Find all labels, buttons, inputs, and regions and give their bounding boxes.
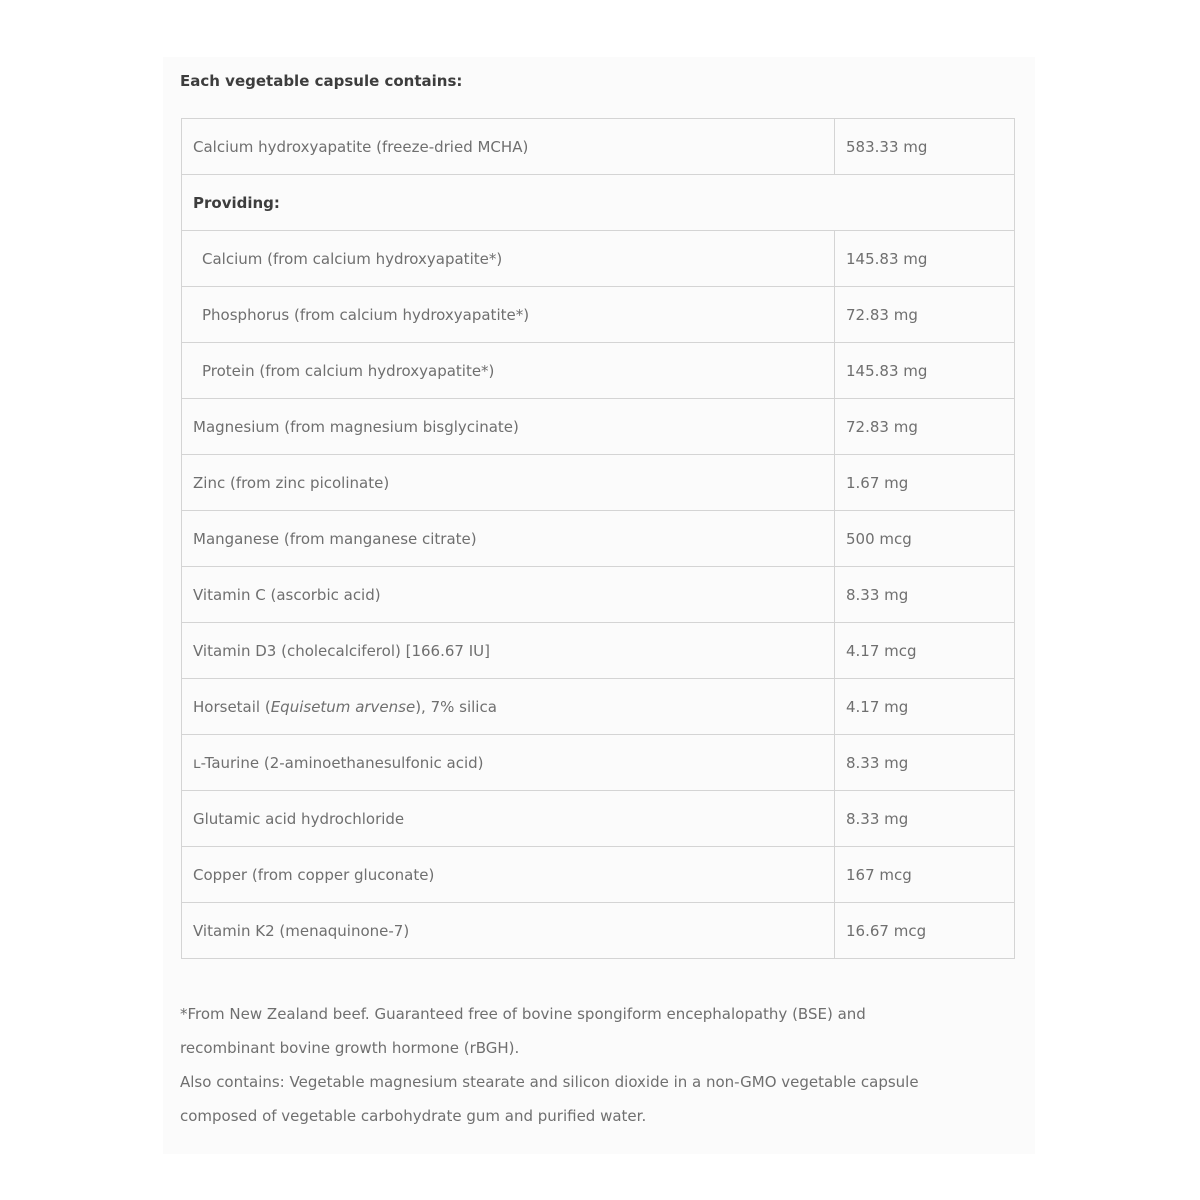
ingredient-name — [182, 679, 835, 735]
providing-label: Providing: — [182, 175, 1015, 231]
ingredient-name: ʟ-Taurine (2-aminoethanesulfonic acid) — [182, 735, 835, 791]
table-row — [182, 399, 1015, 455]
table-row — [182, 791, 1015, 847]
name-prefix: Horsetail ( — [193, 697, 271, 716]
botanical-name: Equisetum arvense — [270, 697, 416, 716]
table-row — [182, 623, 1015, 679]
ingredient-amount: 72.83 mg — [835, 399, 1015, 455]
table-row — [182, 847, 1015, 903]
also-contains-line: Also contains: Vegetable magnesium stearate and silicon dioxide in a non-GMO vegetable capsule — [180, 1073, 919, 1091]
footnote-line: *From New Zealand beef. Guaranteed free of bovine spongiform encephalopathy (BSE) and — [180, 1005, 866, 1023]
table-row — [182, 679, 1015, 735]
table-row — [182, 511, 1015, 567]
ingredient-amount: 167 mcg — [835, 847, 1015, 903]
supplement-facts-table — [181, 118, 1015, 959]
ingredient-amount: 500 mcg — [835, 511, 1015, 567]
ingredient-amount: 16.67 mcg — [835, 903, 1015, 959]
ingredient-name: Vitamin D3 (cholecalciferol) [166.67 IU] — [182, 623, 835, 679]
ingredient-name: Manganese (from manganese citrate) — [182, 511, 835, 567]
ingredient-name: Magnesium (from magnesium bisglycinate) — [182, 399, 835, 455]
ingredient-amount: 8.33 mg — [835, 791, 1015, 847]
table-row — [182, 455, 1015, 511]
also-contains-line: composed of vegetable carbohydrate gum and purified water. — [180, 1107, 647, 1125]
table-row — [182, 231, 1015, 287]
table-row — [182, 343, 1015, 399]
table-row — [182, 567, 1015, 623]
section-heading: Each vegetable capsule contains: — [180, 72, 463, 90]
ingredient-amount: 145.83 mg — [835, 343, 1015, 399]
ingredient-name: Copper (from copper gluconate) — [182, 847, 835, 903]
name-suffix: ), 7% silica — [415, 697, 497, 716]
ingredient-amount: 4.17 mg — [835, 679, 1015, 735]
ingredient-name: Vitamin C (ascorbic acid) — [182, 567, 835, 623]
ingredient-name: Vitamin K2 (menaquinone-7) — [182, 903, 835, 959]
ingredient-amount: 8.33 mg — [835, 735, 1015, 791]
ingredient-name: Glutamic acid hydrochloride — [182, 791, 835, 847]
footnotes — [180, 997, 1030, 1133]
table-row — [182, 735, 1015, 791]
ingredient-name: Calcium (from calcium hydroxyapatite*) — [182, 231, 835, 287]
ingredient-amount: 583.33 mg — [835, 119, 1015, 175]
table-row — [182, 119, 1015, 175]
ingredient-amount: 72.83 mg — [835, 287, 1015, 343]
providing-row — [182, 175, 1015, 231]
ingredient-name: Zinc (from zinc picolinate) — [182, 455, 835, 511]
table-row — [182, 287, 1015, 343]
ingredient-amount: 1.67 mg — [835, 455, 1015, 511]
ingredient-amount: 145.83 mg — [835, 231, 1015, 287]
table-row — [182, 903, 1015, 959]
ingredient-amount: 8.33 mg — [835, 567, 1015, 623]
ingredient-name: Protein (from calcium hydroxyapatite*) — [182, 343, 835, 399]
ingredient-name: Calcium hydroxyapatite (freeze-dried MCHA) — [182, 119, 835, 175]
ingredient-amount: 4.17 mcg — [835, 623, 1015, 679]
footnote-line: recombinant bovine growth hormone (rBGH). — [180, 1039, 520, 1057]
ingredient-name: Phosphorus (from calcium hydroxyapatite*) — [182, 287, 835, 343]
